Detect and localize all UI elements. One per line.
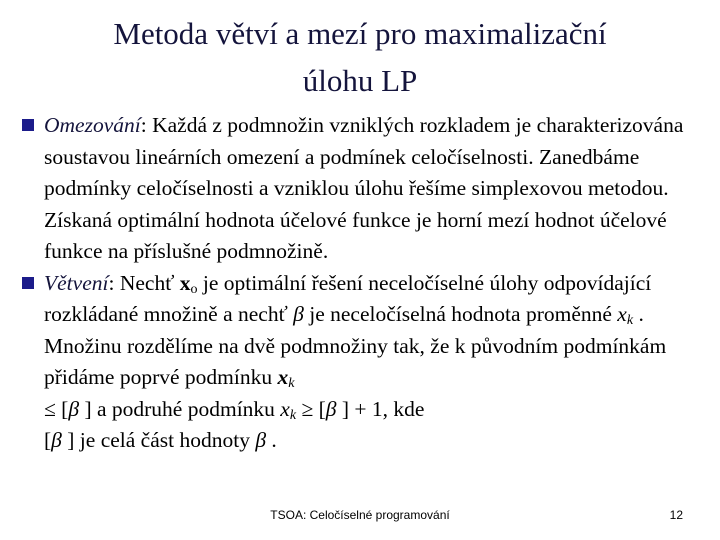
- text-segment: ] a podruhé podmínku: [79, 396, 281, 421]
- var-x: x: [617, 302, 627, 326]
- beta-symbol: β: [255, 428, 267, 452]
- colon: :: [108, 270, 115, 295]
- bullet-list: [22, 110, 712, 457]
- beta-symbol: β: [325, 396, 337, 421]
- page-number: 12: [669, 508, 683, 522]
- subscript-k: k: [288, 376, 295, 391]
- subscript-k: k: [289, 407, 297, 423]
- subscript-k: k: [626, 313, 634, 328]
- text-segment: Nechť: [114, 270, 180, 295]
- square-bullet-icon: [22, 277, 34, 289]
- title-line-1: Metoda větví a mezí pro maximalizační: [113, 16, 607, 51]
- text-segment: ≥ [: [296, 396, 326, 421]
- text-segment: je neceločíselná hodnota proměnné: [303, 302, 618, 326]
- term-vetveni: Větvení: [44, 270, 109, 295]
- bullet-omezovani: [22, 110, 712, 268]
- slide-title: [0, 10, 720, 104]
- subscript-o: o: [190, 281, 198, 297]
- term-omezovani: Omezování: [44, 113, 141, 137]
- text-segment: ] je celá část hodnoty: [61, 428, 256, 452]
- footer-course-title: TSOA: Celočíselné programování: [270, 508, 450, 522]
- beta-symbol: β: [51, 428, 62, 452]
- text-segment: . Množinu rozdělíme na dvě podmnožiny tak, že k původním podmínkám přidáme poprvé podmínku: [44, 302, 667, 389]
- bullet-vetveni: [22, 268, 712, 457]
- text-segment: [: [44, 428, 52, 452]
- text-segment: je optimální řešení neceločíselné úlohy odpovídající rozkládané množině a nechť: [44, 270, 652, 326]
- var-x: x: [280, 396, 290, 421]
- beta-symbol: β: [293, 302, 304, 326]
- var-x: x: [277, 365, 289, 389]
- beta-symbol: β: [68, 396, 80, 421]
- title-line-2: úlohu LP: [302, 63, 418, 98]
- colon: :: [140, 113, 147, 137]
- text-segment: ] + 1, kde: [336, 396, 425, 421]
- bullet-text: Každá z podmnožin vzniklých rozkladem je charakterizována soustavou lineárních omezení a podmínek celočíselnosti. Zanedbáme podmínky celočíselnosti a vzniklou úlohu řešíme simplexovou metodou. Získaná optimální hodnota účelové funkce je horní mezí hodnot účelové funkce na příslušné podmnožině.: [44, 113, 684, 263]
- var-x: x: [179, 270, 191, 295]
- square-bullet-icon: [22, 119, 34, 131]
- text-segment: ≤ [: [44, 396, 69, 421]
- text-segment: .: [266, 428, 277, 452]
